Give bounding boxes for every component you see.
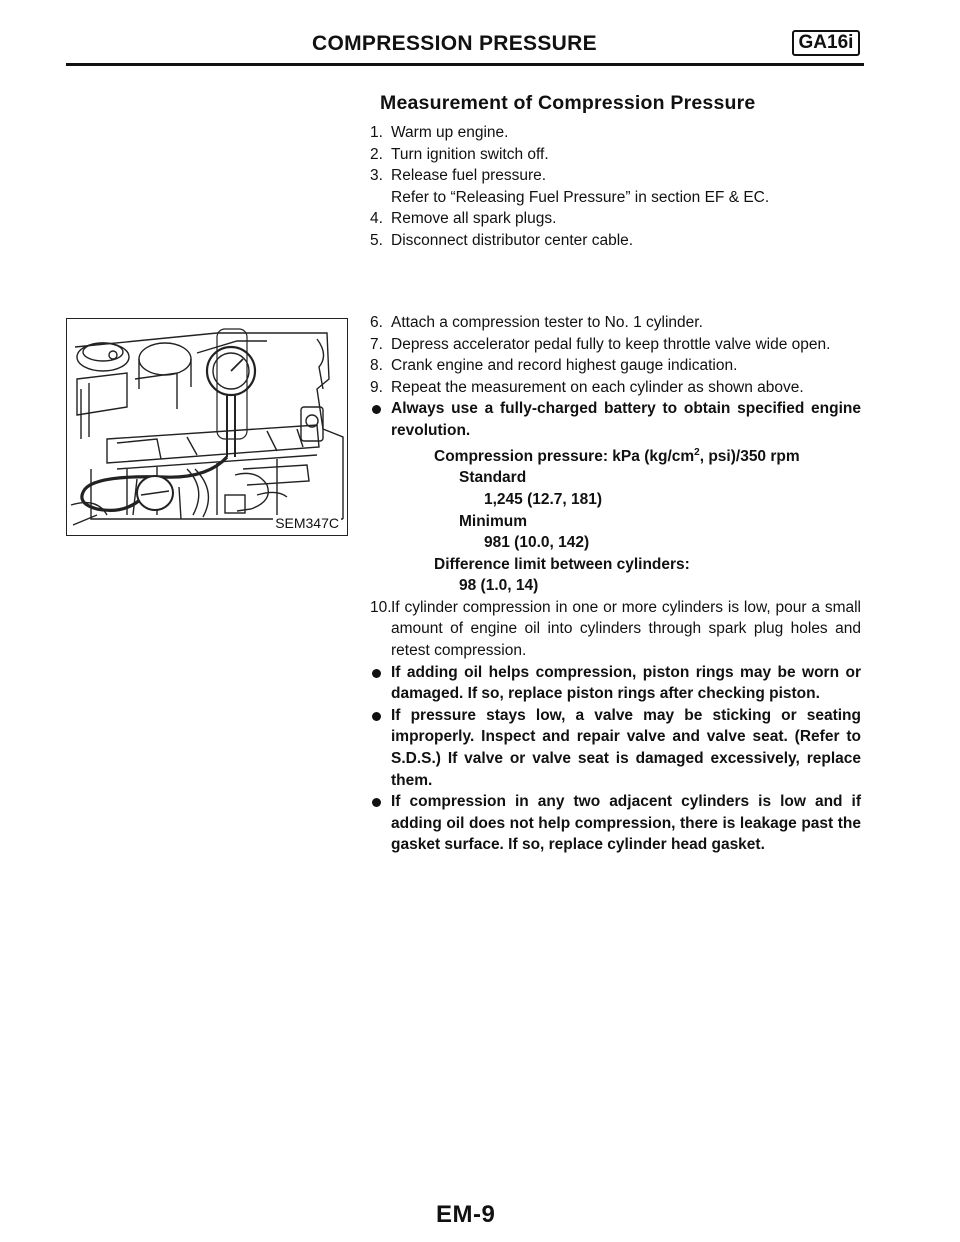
step-1: 1. Warm up engine. xyxy=(370,124,509,141)
step-3: 3. Release fuel pressure. xyxy=(370,167,547,185)
standard-value: 1,245 (12.7, 181) xyxy=(484,490,603,508)
compression-tester-figure xyxy=(66,318,348,536)
step-10: 10. If cylinder compression in one or more cylinders is low, pour a small amount of engine oil into cylinders through spark plug holes and retest compression. xyxy=(370,598,861,660)
header-rule xyxy=(66,63,864,66)
page-number: EM-9 xyxy=(436,1201,496,1228)
engine-illustration xyxy=(67,319,348,536)
bullet-valve: If pressure stays low, a valve may be sticking or seating improperly. Inspect and repair valve and valve seat. (Refer to S.D.S.) If valve or valve seat is damaged excessively, replace them. xyxy=(370,705,870,791)
section-heading: Measurement of Compression Pressure xyxy=(380,92,756,114)
difference-label: Difference limit between cylinders: xyxy=(434,555,690,573)
header-title: COMPRESSION PRESSURE xyxy=(312,32,597,55)
bullet-dot-icon xyxy=(372,669,381,678)
bullet-dot-icon xyxy=(372,712,381,721)
steps-list-b xyxy=(370,312,870,856)
step-7: 7. Depress accelerator pedal fully to keep throttle valve wide open. xyxy=(370,335,831,353)
spec-title: Compression pressure: kPa ($kg/cm^2$, psi)/350 rpm xyxy=(434,446,800,465)
bullet-gasket: If compression in any two adjacent cylinders is low and if adding oil does not help compression, there is leakage past the gasket surface. If so, replace cylinder head gasket. xyxy=(370,791,870,856)
step-3-note: Refer to “Releasing Fuel Pressure” in section EF & EC. xyxy=(391,188,770,206)
step-8: 8. Crank engine and record highest gauge indication. xyxy=(370,357,738,375)
step-5: 5. Disconnect distributor center cable. xyxy=(370,231,634,249)
engine-code-badge: GA16i xyxy=(792,30,860,56)
standard-label: Standard xyxy=(459,469,527,487)
minimum-value: 981 (10.0, 142) xyxy=(484,534,590,552)
step-4: 4. Remove all spark plugs. xyxy=(370,210,557,228)
step-2: 2. Turn ignition switch off. xyxy=(370,145,549,163)
figure-label: SEM347C xyxy=(275,515,339,531)
steps-list-a xyxy=(370,122,870,252)
step-6: 6. Attach a compression tester to No. 1 cylinder. xyxy=(370,314,703,331)
bullet-battery: Always use a fully-charged battery to obtain specified engine revolution. xyxy=(370,398,870,441)
minimum-label: Minimum xyxy=(459,512,528,530)
step-9: 9. Repeat the measurement on each cylinder as shown above. xyxy=(370,378,804,396)
bullet-oil: If adding oil helps compression, piston rings may be worn or damaged. If so, replace piston rings after checking piston. xyxy=(370,662,870,705)
difference-value: 98 (1.0, 14) xyxy=(459,577,539,595)
